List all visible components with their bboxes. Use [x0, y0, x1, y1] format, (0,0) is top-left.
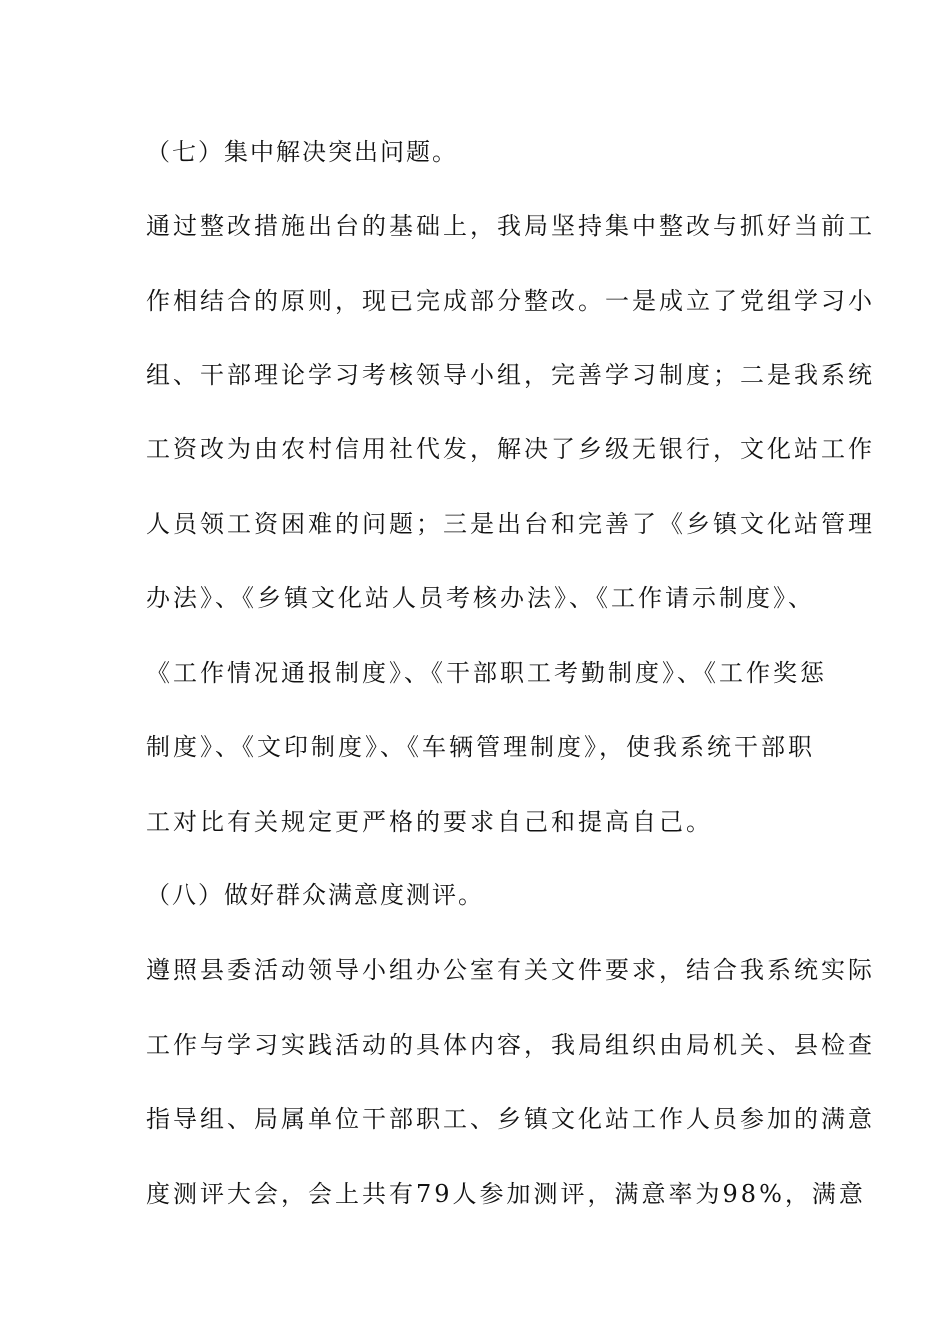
section-8-line-1: 遵照县委活动领导小组办公室有关文件要求，结合我系统实际 — [146, 956, 875, 984]
section-7-line-3: 组、干部理论学习考核领导小组，完善学习制度；二是我系统 — [146, 361, 875, 389]
section-7-line-6: 办法》、《乡镇文化站人员考核办法》、《工作请示制度》、 — [146, 584, 815, 612]
section-8-line-3: 指导组、局属单位干部职工、乡镇文化站工作人员参加的满意 — [146, 1105, 875, 1133]
section-7-line-7: 《工作情况通报制度》、《干部职工考勤制度》、《工作奖惩 — [146, 659, 827, 687]
section-8-heading: （八）做好群众满意度测评。 — [146, 881, 484, 909]
section-7-line-2: 作相结合的原则，现已完成部分整改。一是成立了党组学习小 — [146, 287, 875, 315]
section-8-line-2: 工作与学习实践活动的具体内容，我局组织由局机关、县检查 — [146, 1031, 875, 1059]
section-8-line-4: 度测评大会，会上共有79人参加测评，满意率为98%，满意 — [146, 1180, 866, 1208]
section-7-line-9: 工对比有关规定更严格的要求自己和提高自己。 — [146, 808, 713, 836]
section-7-line-5: 人员领工资困难的问题；三是出台和完善了《乡镇文化站管理 — [146, 510, 875, 538]
section-7-heading: （七）集中解决突出问题。 — [146, 138, 458, 166]
section-7-line-8: 制度》、《文印制度》、《车辆管理制度》，使我系统干部职 — [146, 733, 815, 761]
section-7-line-4: 工资改为由农村信用社代发，解决了乡级无银行，文化站工作 — [146, 435, 875, 463]
section-7-line-1: 通过整改措施出台的基础上，我局坚持集中整改与抓好当前工 — [146, 212, 875, 240]
